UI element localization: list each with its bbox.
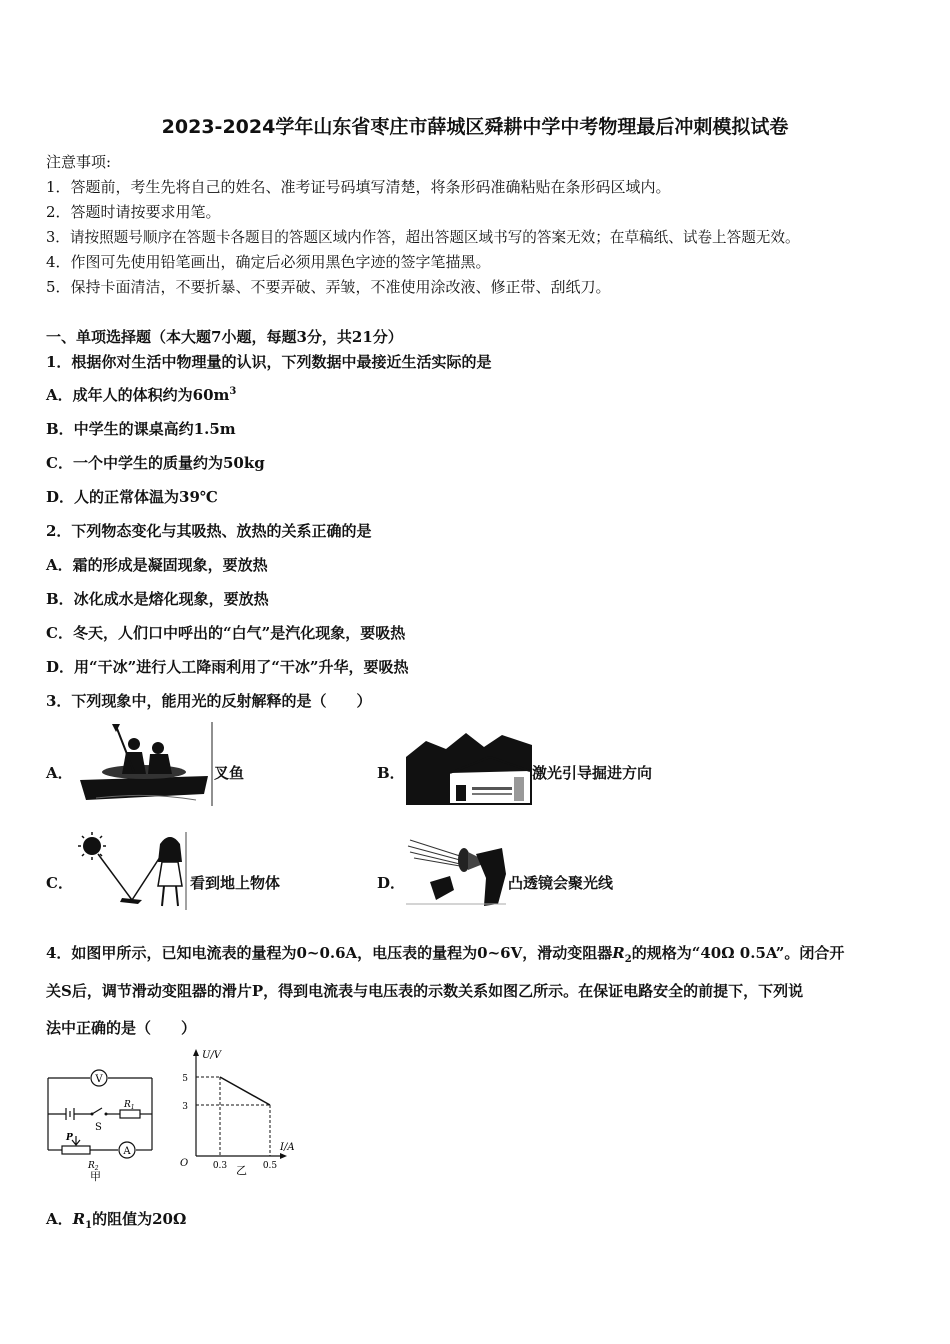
q3-label-b: B． — [377, 764, 405, 782]
ui-graph — [176, 1044, 304, 1178]
slider-p-label: P — [66, 1133, 73, 1143]
q3-label-c: C． — [46, 874, 73, 892]
spear-fishing-picture — [76, 722, 214, 806]
q2-option-a: A．霜的形成是凝固现象，要放热 — [46, 556, 268, 574]
ui-line — [220, 1077, 270, 1105]
y-tick-3: 3 — [182, 1102, 188, 1112]
page-title: 2023-2024学年山东省枣庄市薛城区舜耕中学中考物理最后冲刺模拟试卷 — [161, 116, 789, 138]
q3-text-a: 叉鱼 — [214, 764, 245, 782]
circuit-diagram — [44, 1064, 160, 1186]
q1-option-a: A．成年人的体积约为$60m^3$ — [46, 386, 237, 404]
slider-p-arrow — [72, 1136, 80, 1145]
note-5: 5．保持卡面清洁，不要折暴、不要弄破、弄皱，不准使用涂改液、修正带、刮纸刀。 — [46, 278, 611, 296]
q3-stem: 3．下列现象中，能用光的反射解释的是（ ） — [46, 692, 372, 710]
figure-jia-label: 甲 — [90, 1170, 101, 1183]
q1-option-d: D．人的正常体温为39℃ — [46, 488, 218, 506]
notes-heading: 注意事项: — [46, 153, 112, 171]
q4-stem-line-1: 4．如图甲所示，已知电流表的量程为0~0.6A，电压表的量程为0~6V，滑动变阻器$R_2$的规格为“40Ω 0.5A”。闭合开 — [46, 944, 845, 965]
x-axis-label: I/A — [280, 1142, 295, 1153]
r2-label: $R_2$ — [88, 1161, 99, 1172]
q1-stem: 1．根据你对生活中物理量的认识，下列数据中最接近生活实际的是 — [46, 353, 492, 371]
note-1: 1．答题前，考生先将自己的姓名、准考证号码填写清楚，将条形码准确粘贴在条形码区域内。 — [46, 178, 671, 196]
q2-stem: 2．下列物态变化与其吸热、放热的关系正确的是 — [46, 522, 372, 540]
x-tick-0.5: 0.5 — [262, 1161, 278, 1171]
note-2: 2．答题时请按要求用笔。 — [46, 203, 221, 221]
q3-label-a: A． — [46, 764, 73, 782]
section-heading: 一、单项选择题（本大题7小题，每题3分，共21分） — [46, 328, 403, 346]
q3-label-d: D． — [377, 874, 406, 892]
ammeter-label: A — [123, 1146, 131, 1157]
rheostat-r2 — [62, 1146, 90, 1154]
q3-text-c: 看到地上物体 — [190, 874, 281, 892]
y-axis-label: U/V — [202, 1050, 222, 1061]
note-4: 4．作图可先使用铅笔画出，确定后必须用黑色字迹的签字笔描黑。 — [46, 253, 491, 271]
r1-label: $R_1$ — [124, 1100, 135, 1111]
q1-option-c: C．一个中学生的质量约为50kg — [46, 454, 265, 472]
resistor-r1 — [120, 1110, 140, 1118]
note-3: 3．请按照题号顺序在答题卡各题目的答题区域内作答，超出答题区域书写的答案无效；在草稿纸、试卷上答题无效。 — [46, 229, 800, 246]
seeing-object-picture — [76, 832, 188, 910]
convex-lens-picture — [406, 834, 506, 908]
q2-option-d: D．用“干冰”进行人工降雨利用了“干冰”升华，要吸热 — [46, 658, 409, 676]
q2-option-b: B．冰化成水是熔化现象，要放热 — [46, 590, 269, 608]
origin-label: O — [180, 1158, 189, 1169]
switch-label: S — [95, 1122, 102, 1133]
q3-text-d: 凸透镜会聚光线 — [508, 874, 614, 892]
y-tick-5: 5 — [182, 1074, 188, 1084]
voltmeter-label: V — [95, 1074, 103, 1085]
laser-tunnel-picture — [406, 727, 532, 805]
q4-option-a: A．$R_1$的阻值为20Ω — [46, 1210, 187, 1231]
q1-option-b: B．中学生的课桌高约1.5m — [46, 420, 236, 438]
q2-option-c: C．冬天，人们口中呼出的“白气”是汽化现象，要吸热 — [46, 624, 406, 642]
figure-yi-label: 乙 — [236, 1164, 247, 1177]
q4-stem-line-3: 法中正确的是（ ） — [46, 1019, 197, 1037]
x-tick-0.3: 0.3 — [212, 1161, 228, 1171]
q3-text-b: 激光引导掘进方向 — [532, 764, 653, 782]
q4-stem-line-2: 关S后，调节滑动变阻器的滑片P，得到电流表与电压表的示数关系如图乙所示。在保证电路安全的前提下，下列说 — [46, 982, 804, 1000]
